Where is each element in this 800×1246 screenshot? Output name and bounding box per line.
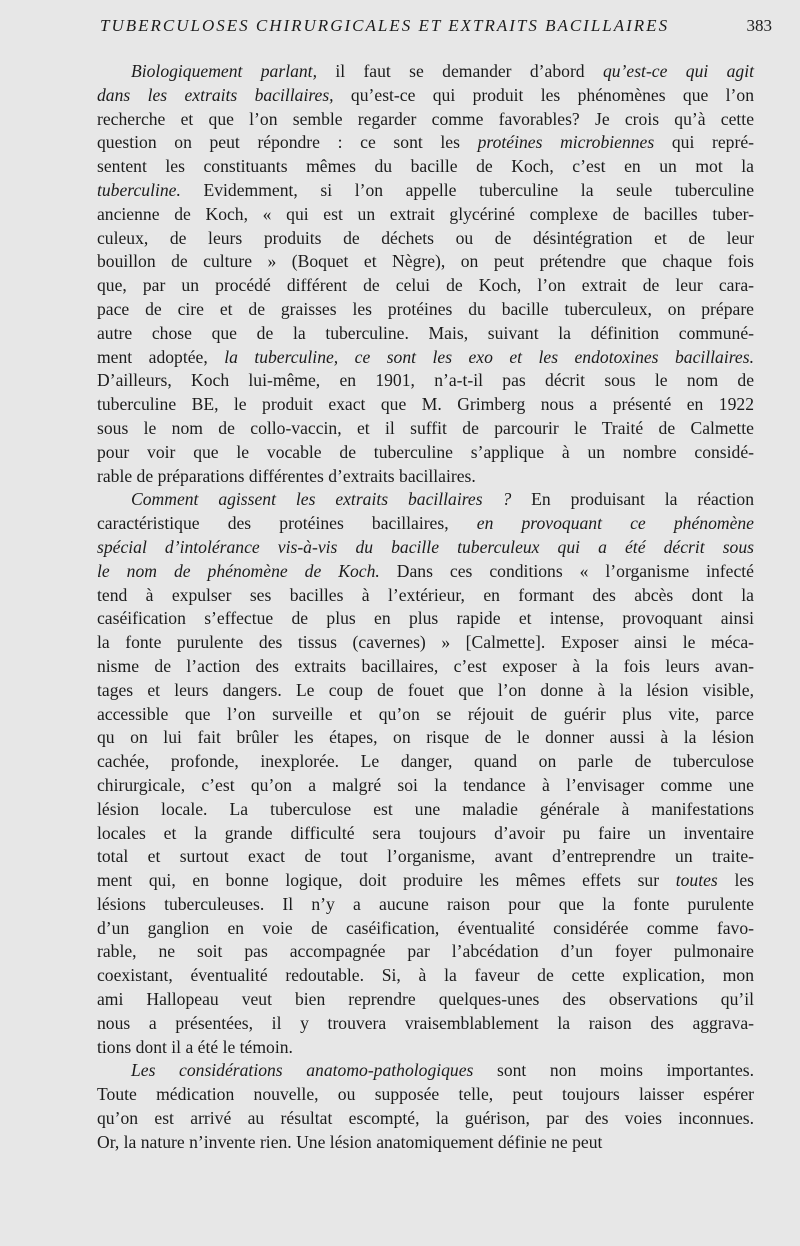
text-line [97,1083,754,1107]
text-line [97,631,754,655]
text-line [97,465,754,489]
text-line [97,393,754,417]
text-line [97,441,754,465]
text-segment: ment qui, en bonne logique, doit produire les mêmes effets sur [97,870,676,891]
text-line [97,845,754,869]
text-line [97,1131,754,1155]
text-segment: locales et la grande difficulté sera toujours d’avoir pu faire un inventaire [97,822,754,843]
text-line [97,417,754,441]
text-segment: D’ailleurs, Koch lui-même, en 1901, n’a-t-il pas décrit sous le nom de [97,370,754,391]
text-segment: ancienne de Koch, « qui est un extrait glycériné complexe de bacilles tuber- [97,203,754,224]
italic-text: Les considérations anatomo-pathologiques [131,1060,474,1081]
italic-text: en provoquant ce phénomène [476,513,754,534]
text-line [97,274,754,298]
text-line [97,750,754,774]
italic-text: qu’est-ce qui agit [602,61,754,81]
text-line [97,1012,754,1036]
text-segment: il faut se demander d’abord [316,61,603,81]
text-segment: les [717,870,754,891]
text-line [97,940,754,964]
italic-text: toutes [675,870,718,891]
text-segment: tages et leurs dangers. Le coup de fouet que l’on donne à la lésion visible, [97,679,754,700]
text-segment: rable de préparations différentes d’extraits bacillaires. [97,465,476,486]
text-segment: tend à expulser ses bacilles à l’extérieur, en formant des abcès dont la [97,584,754,605]
text-segment: culeux, de leurs produits de déchets ou de désintégration et de leur [97,227,754,248]
text-segment: la fonte purulente des tissus (cavernes) » [Calmette]. Exposer ainsi le méca- [97,632,754,653]
italic-text: spécial d’intolérance vis-à-vis du bacille tuberculeux qui a été décrit sous [97,536,754,557]
text-segment: recherche et que l’on semble regarder comme favorables? Je crois qu’à cette [97,108,754,129]
text-segment: autre chose que de la tuberculine. Mais, suivant la définition communé- [97,322,754,343]
text-line [97,607,754,631]
text-line [97,655,754,679]
text-segment: caséification s’effectue de plus en plus rapide et intense, provoquant ainsi [97,608,754,629]
text-segment: que, par un procédé différent de celui de Koch, l’on extrait de leur cara- [97,275,754,296]
text-segment: tuberculine BE, le produit exact que M. Grimberg nous a présenté en 1922 [97,394,754,415]
text-segment: ment adoptée, [97,346,225,367]
text-line [97,703,754,727]
italic-text: la tuberculine, ce sont les exo et les endotoxines bacillaires. [224,346,754,367]
text-line [97,227,754,251]
text-line [97,560,754,584]
text-line [97,84,754,108]
italic-text: le nom de phénomène de Koch. [97,560,380,581]
text-segment: coexistant, éventualité redoutable. Si, à la faveur de cette explication, mon [97,965,754,986]
text-line [97,988,754,1012]
text-segment: tions dont il a été le témoin. [97,1036,293,1057]
italic-text: protéines microbiennes [477,132,655,153]
text-segment: chirurgicale, c’est qu’on a malgré soi la tendance à l’envisager comme une [97,774,754,795]
text-segment: accessible que l’on surveille et qu’on se réjouit de guérir plus vite, parce [97,703,754,724]
text-segment: nisme de l’action des extraits bacillaires, c’est exposer à la fois leurs avan- [97,655,754,676]
text-line [97,536,754,560]
text-line [97,60,754,84]
text-line [97,774,754,798]
text-line [97,322,754,346]
text-segment: sous le nom de collo-vaccin, et il suffit de parcourir le Traité de Calmette [97,417,754,438]
text-segment: caractéristique des protéines bacillaires, [97,513,477,534]
text-line [97,822,754,846]
text-line [97,512,754,536]
page-header [100,16,772,36]
paragraph [97,1059,754,1154]
text-segment: bouillon de culture » (Boquet et Nègre), on peut prétendre que chaque fois [97,251,754,272]
text-segment: Toute médication nouvelle, ou supposée telle, peut toujours laisser espérer [97,1084,754,1105]
text-line [97,1107,754,1131]
text-segment: nous a présentées, il y trouvera vraisemblablement la raison des aggrava- [97,1012,754,1033]
text-segment: En produisant la réaction [511,489,754,510]
text-segment: d’un ganglion en voie de caséification, éventualité considérée comme favo- [97,917,754,938]
text-segment: cachée, profonde, inexplorée. Le danger, quand on parle de tuberculose [97,751,754,772]
text-line [97,1059,754,1083]
text-line [97,155,754,179]
text-line [97,203,754,227]
italic-text: Biologiquement parlant, [131,61,317,81]
text-line [97,869,754,893]
text-segment: sont non moins importantes. [473,1060,754,1081]
text-segment: lésions tuberculeuses. Il n’y a aucune raison pour que la fonte purulente [97,893,754,914]
text-line [97,108,754,132]
text-segment: pace de cire et de graisses les protéines du bacille tuberculeux, on prépare [97,298,754,319]
text-line [97,893,754,917]
page-number: 383 [746,16,772,35]
text-line [97,488,754,512]
text-segment: sentent les constituants mêmes du bacille de Koch, c’est en un mot la [97,156,754,177]
text-line [97,726,754,750]
paragraph [97,60,754,488]
text-segment: Evidemment, si l’on appelle tuberculine la seule tuberculine [180,179,754,200]
text-segment: rable, ne soit pas accompagnée par l’abcédation d’un foyer pulmonaire [97,941,754,962]
text-segment: Or, la nature n’invente rien. Une lésion anatomiquement définie ne peut [97,1131,603,1152]
text-line [97,1036,754,1060]
text-line [97,369,754,393]
italic-text: tuberculine. [97,179,181,200]
text-line [97,964,754,988]
text-segment: lésion locale. La tuberculose est une maladie générale à manifestations [97,798,754,819]
italic-text: dans les extraits bacillaires, [97,84,334,105]
text-segment: question on peut répondre : ce sont les [97,132,478,153]
text-segment: ami Hallopeau veut bien reprendre quelques-unes des observations qu’il [97,989,754,1010]
text-line [97,584,754,608]
text-segment: qu’est-ce qui produit les phénomènes que l’on [333,84,754,105]
text-line [97,131,754,155]
body-text [97,60,754,1155]
italic-text: Comment agissent les extraits bacillaires ? [131,489,512,510]
text-segment: total et surtout exact de tout l’organisme, avant d’entreprendre un traite- [97,846,754,867]
text-segment: qu on lui fait brûler les étapes, on risque de le donner aussi à la lésion [97,727,754,748]
text-line [97,798,754,822]
text-segment: qu’on est arrivé au résultat escompté, la guérison, par des voies inconnues. [97,1108,754,1129]
text-line [97,917,754,941]
text-line [97,346,754,370]
paragraph [97,488,754,1059]
running-title: TUBERCULOSES CHIRURGICALES ET EXTRAITS BACILLAIRES [100,16,670,35]
text-segment: pour voir que le vocable de tuberculine s’applique à un nombre considé- [97,441,754,462]
text-line [97,679,754,703]
text-line [97,250,754,274]
text-line [97,298,754,322]
text-segment: Dans ces conditions « l’organisme infecté [379,560,754,581]
text-line [97,179,754,203]
text-segment: qui repré- [654,132,754,153]
